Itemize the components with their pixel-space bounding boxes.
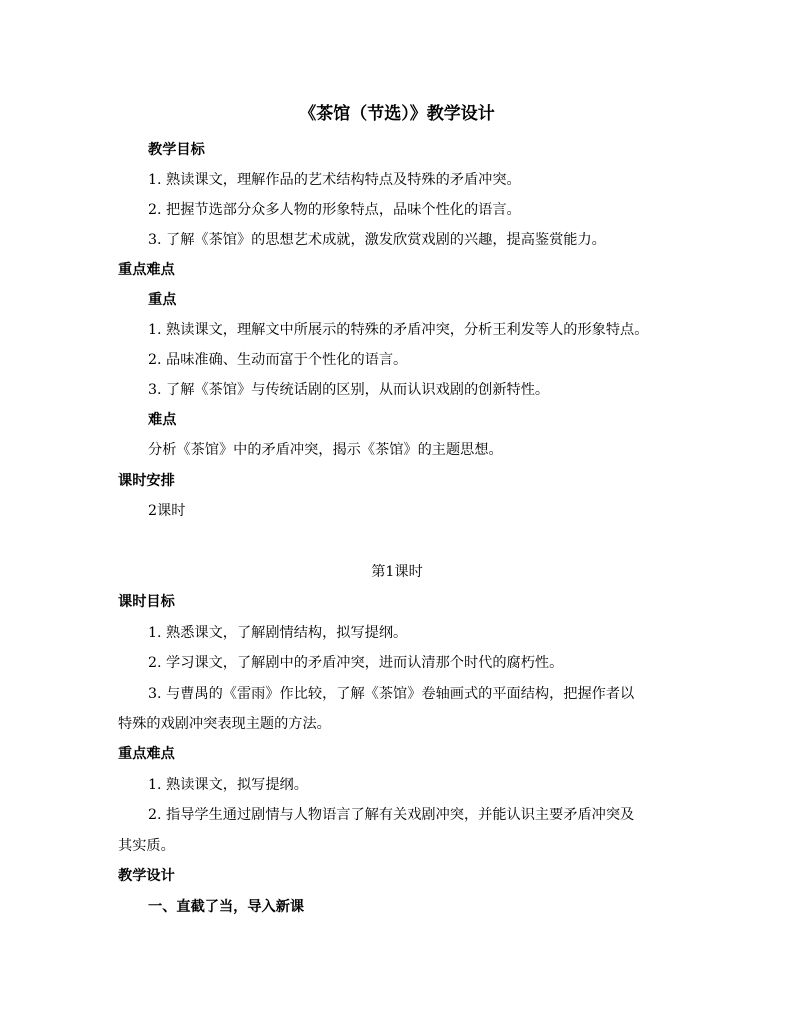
subheading-intro: 一、直截了当，导入新课 (148, 899, 305, 915)
paragraph-continuation: 特殊的戏剧冲突表现主题的方法。 (118, 716, 331, 732)
heading-schedule: 课时安排 (118, 473, 175, 489)
paragraph: 3. 与曹禺的《雷雨》作比较，了解《茶馆》卷轴画式的平面结构，把握作者以 (148, 686, 635, 702)
heading-teaching-goals: 教学目标 (148, 142, 205, 158)
paragraph: 2. 学习课文，了解剧中的矛盾冲突，进而认清那个时代的腐朽性。 (148, 655, 564, 671)
paragraph-continuation: 其实质。 (118, 838, 175, 854)
paragraph: 1. 熟读课文，理解作品的艺术结构特点及特殊的矛盾冲突。 (148, 172, 521, 188)
heading-lesson-goals: 课时目标 (118, 594, 175, 610)
paragraph: 1. 熟读课文，拟写提纲。 (148, 777, 308, 793)
heading-teaching-design: 教学设计 (118, 868, 175, 884)
heading-key-points: 重点难点 (118, 262, 175, 278)
paragraph: 2. 指导学生通过剧情与人物语言了解有关戏剧冲突，并能认识主要矛盾冲突及 (148, 807, 635, 823)
paragraph: 3. 了解《茶馆》与传统话剧的区别，从而认识戏剧的创新特性。 (148, 382, 550, 398)
heading-key-points-lesson: 重点难点 (118, 746, 175, 762)
paragraph: 2. 品味准确、生动而富于个性化的语言。 (148, 352, 408, 368)
paragraph: 2课时 (148, 503, 186, 519)
subheading-focus: 重点 (148, 292, 177, 308)
section-title-lesson-1: 第1课时 (371, 564, 423, 580)
subheading-difficulty: 难点 (148, 412, 177, 428)
paragraph: 1. 熟悉课文，了解剧情结构，拟写提纲。 (148, 625, 408, 641)
paragraph: 分析《茶馆》中的矛盾冲突，揭示《茶馆》的主题思想。 (148, 442, 503, 458)
paragraph: 3. 了解《茶馆》的思想艺术成就，激发欣赏戏剧的兴趣，提高鉴赏能力。 (148, 232, 606, 248)
paragraph: 2. 把握节选部分众多人物的形象特点，品味个性化的语言。 (148, 202, 521, 218)
paragraph: 1. 熟读课文，理解文中所展示的特殊的矛盾冲突，分析王利发等人的形象特点。 (148, 322, 649, 338)
document-title: 《茶馆（节选）》教学设计 (299, 104, 495, 124)
